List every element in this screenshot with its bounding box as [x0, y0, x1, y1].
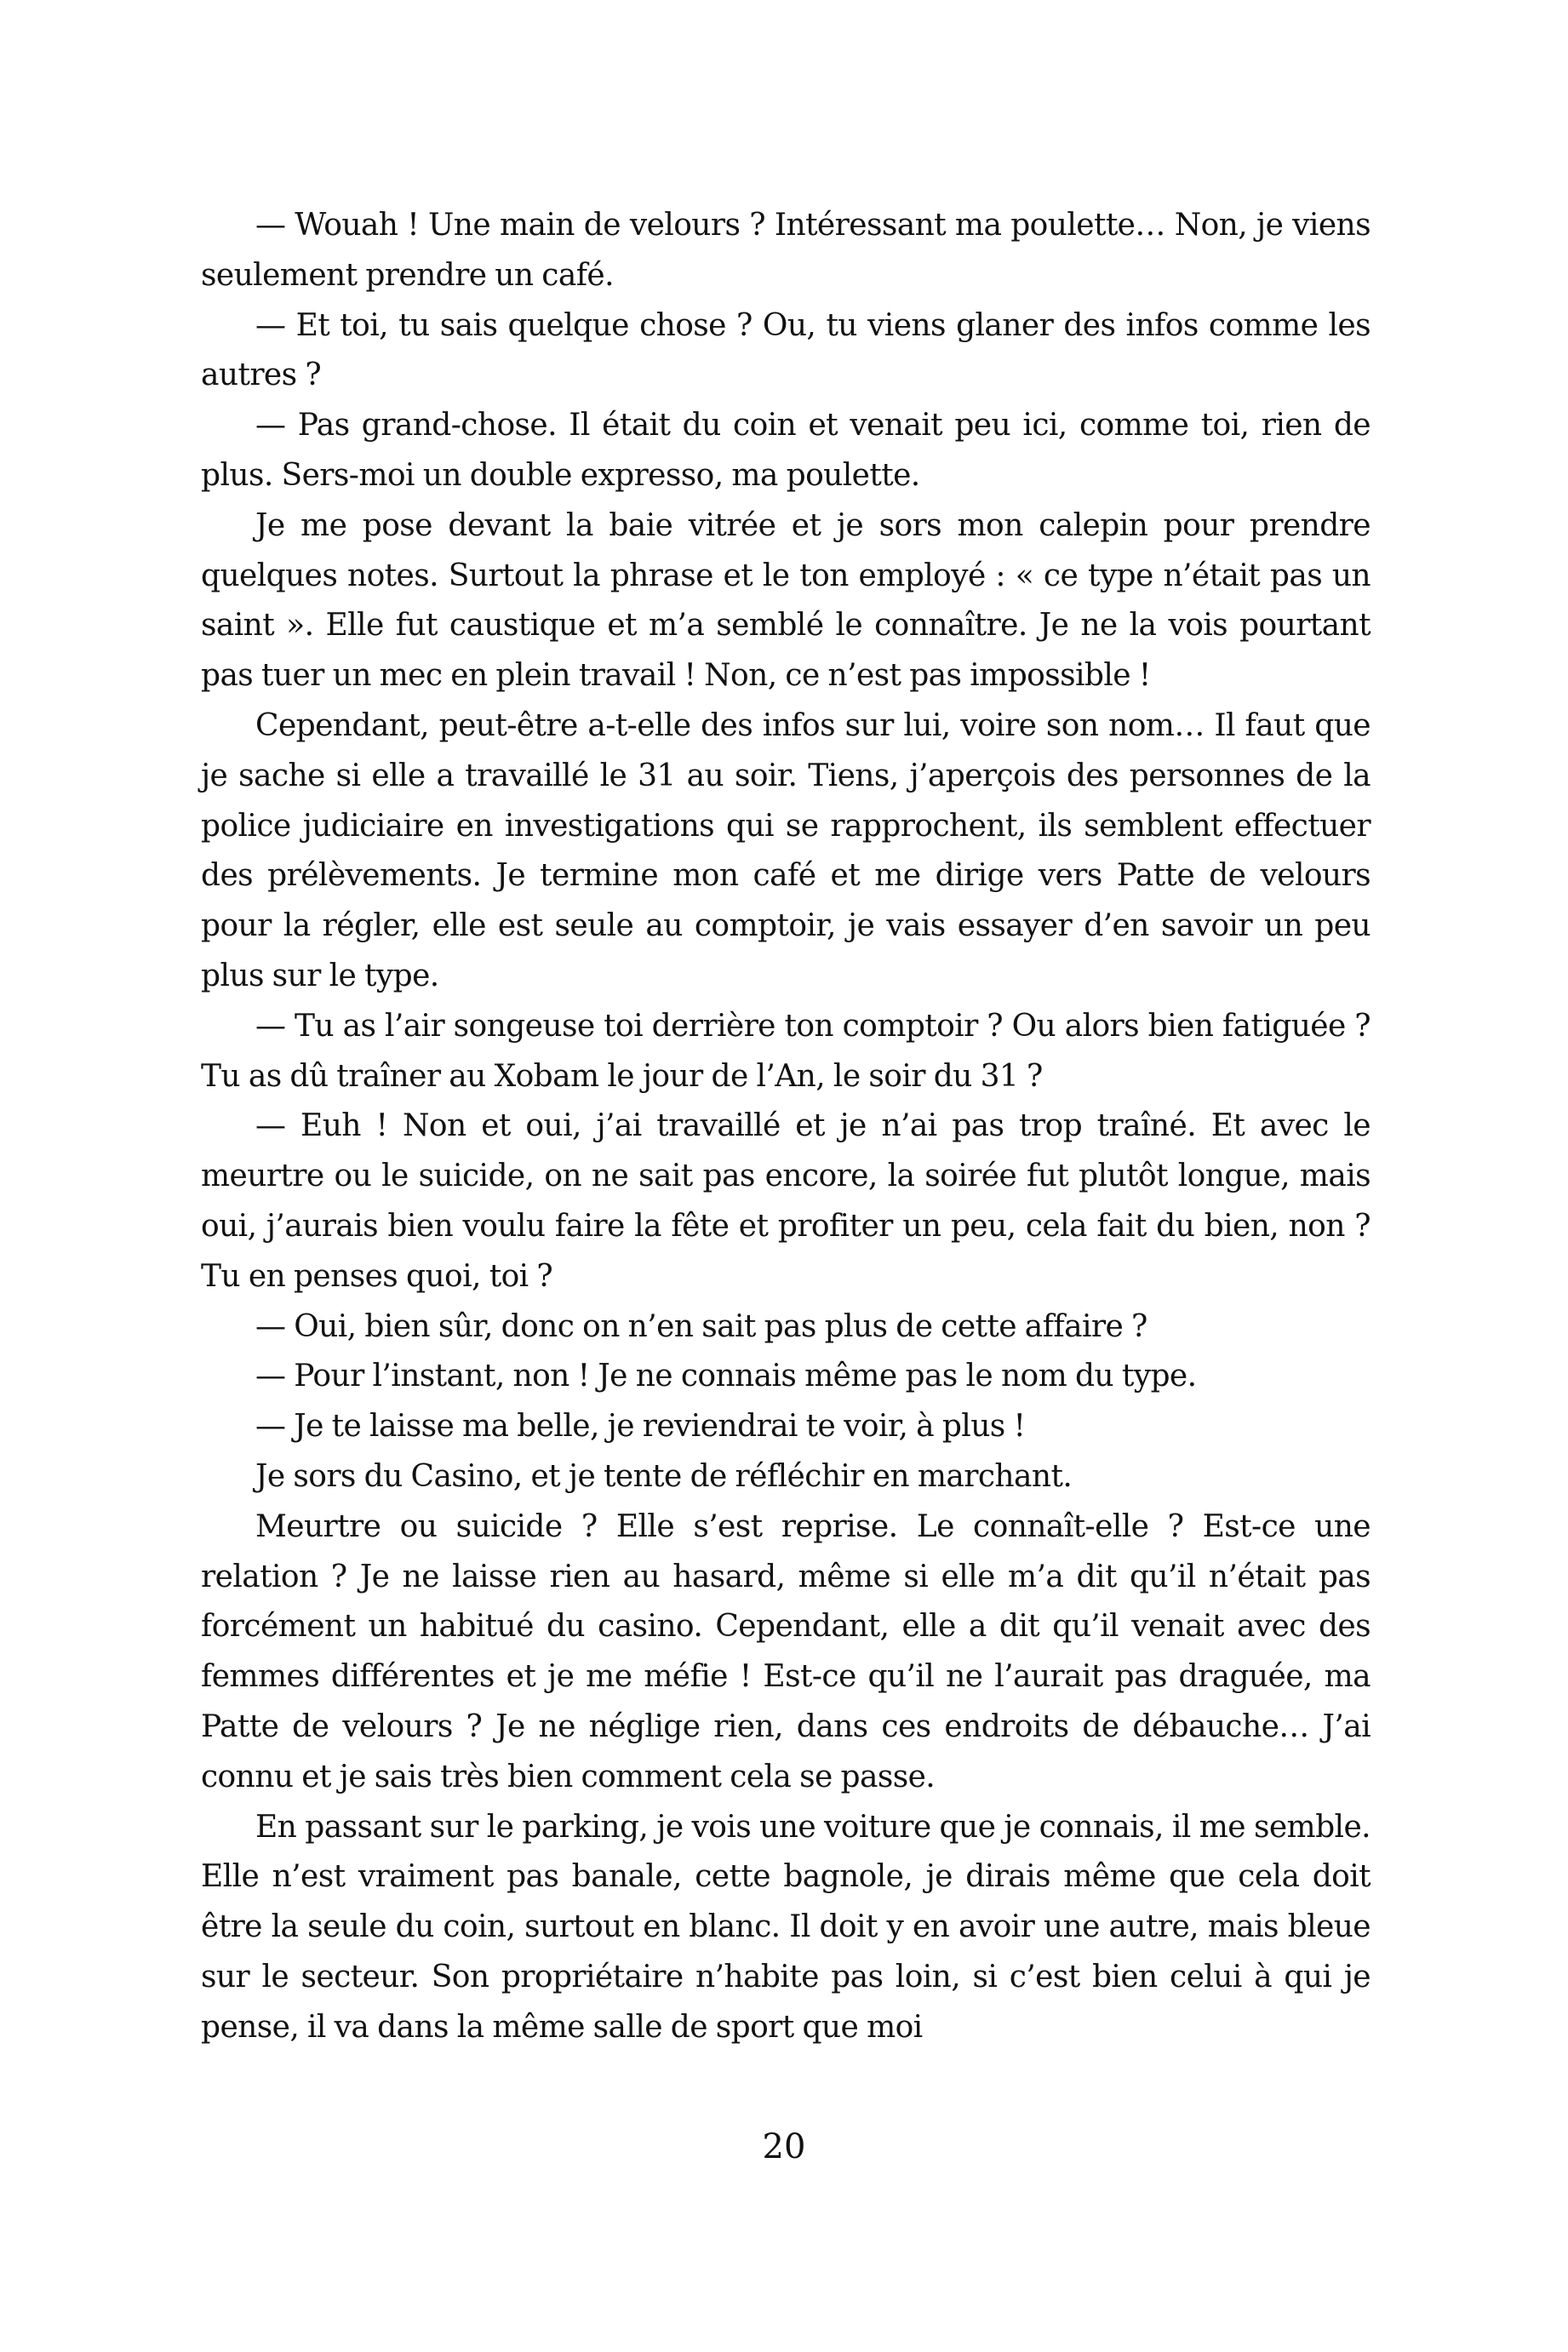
paragraph: Je me pose devant la baie vitrée et je sors mon calepin pour prendre quelques notes. Surtout la phrase et le ton employé : « ce type n’était pas un saint ». Elle fut caustique et m’a semblé le connaître. Je ne la vois pourtant pas tuer un mec en plein travail ! Non, ce n’est pas impossible ! [201, 507, 1371, 694]
paragraph: Meurtre ou suicide ? Elle s’est reprise. Le connaît-elle ? Est-ce une relation ? Je ne laisse rien au hasard, même si elle m’a dit qu’il n’était pas forcément un habitué du casino. Cependant, elle a dit qu’il venait avec des femmes différentes et je me méfie ! Est-ce qu’il ne l’aurait pas draguée, ma Patte de velours ? Je ne néglige rien, dans ces endroits de débauche… J’ai connu et je sais très bien comment cela se passe. [201, 1508, 1371, 1794]
paragraph: — Oui, bien sûr, donc on n’en sait pas plus de cette affaire ? [255, 1308, 1147, 1344]
paragraph: — Tu as l’air songeuse toi derrière ton comptoir ? Ou alors bien fatiguée ? Tu as dû traîner au Xobam le jour de l’An, le soir du 31 ? [201, 1008, 1371, 1094]
paragraph: — Je te laisse ma belle, je reviendrai te voir, à plus ! [255, 1409, 1026, 1445]
paragraph: — Pas grand-chose. Il était du coin et venait peu ici, comme toi, rien de plus. Sers-moi un double expresso, ma poulette. [201, 408, 1371, 493]
paragraph: — Et toi, tu sais quelque chose ? Ou, tu viens glaner des infos comme les autres ? [201, 307, 1371, 393]
body-text [201, 201, 1371, 2052]
paragraph: Cependant, peut-être a-t-elle des infos sur lui, voire son nom… Il faut que je sache si elle a travaillé le 31 au soir. Tiens, j’aperçois des personnes de la police judiciaire en investigations qui se rapprochent, ils semblent effectuer des prélèvements. Je termine mon café et me dirige vers Patte de velours pour la régler, elle est seule au comptoir, je vais essayer d’en savoir un peu plus sur le type. [201, 707, 1371, 993]
paragraph: En passant sur le parking, je vois une voiture que je connais, il me semble. Elle n’est vraiment pas banale, cette bagnole, je dirais même que cela doit être la seule du coin, surtout en blanc. Il doit y en avoir une autre, mais bleue sur le secteur. Son propriétaire n’habite pas loin, si c’est bien celui à qui je pense, il va dans la même salle de sport que moi [201, 1809, 1371, 2045]
page-number: 20 [762, 2127, 806, 2166]
paragraph: — Euh ! Non et oui, j’ai travaillé et je n’ai pas trop traîné. Et avec le meurtre ou le suicide, on ne sait pas encore, la soirée fut plutôt longue, mais oui, j’aurais bien voulu faire la fête et profiter un peu, cela fait du bien, non ? Tu en penses quoi, toi ? [201, 1108, 1371, 1294]
paragraph: — Wouah ! Une main de velours ? Intéressant ma poulette… Non, je viens seulement prendre un café. [201, 208, 1371, 293]
paragraph: Je sors du Casino, et je tente de réfléchir en marchant. [255, 1458, 1073, 1494]
paragraph: — Pour l’instant, non ! Je ne connais même pas le nom du type. [255, 1359, 1197, 1394]
